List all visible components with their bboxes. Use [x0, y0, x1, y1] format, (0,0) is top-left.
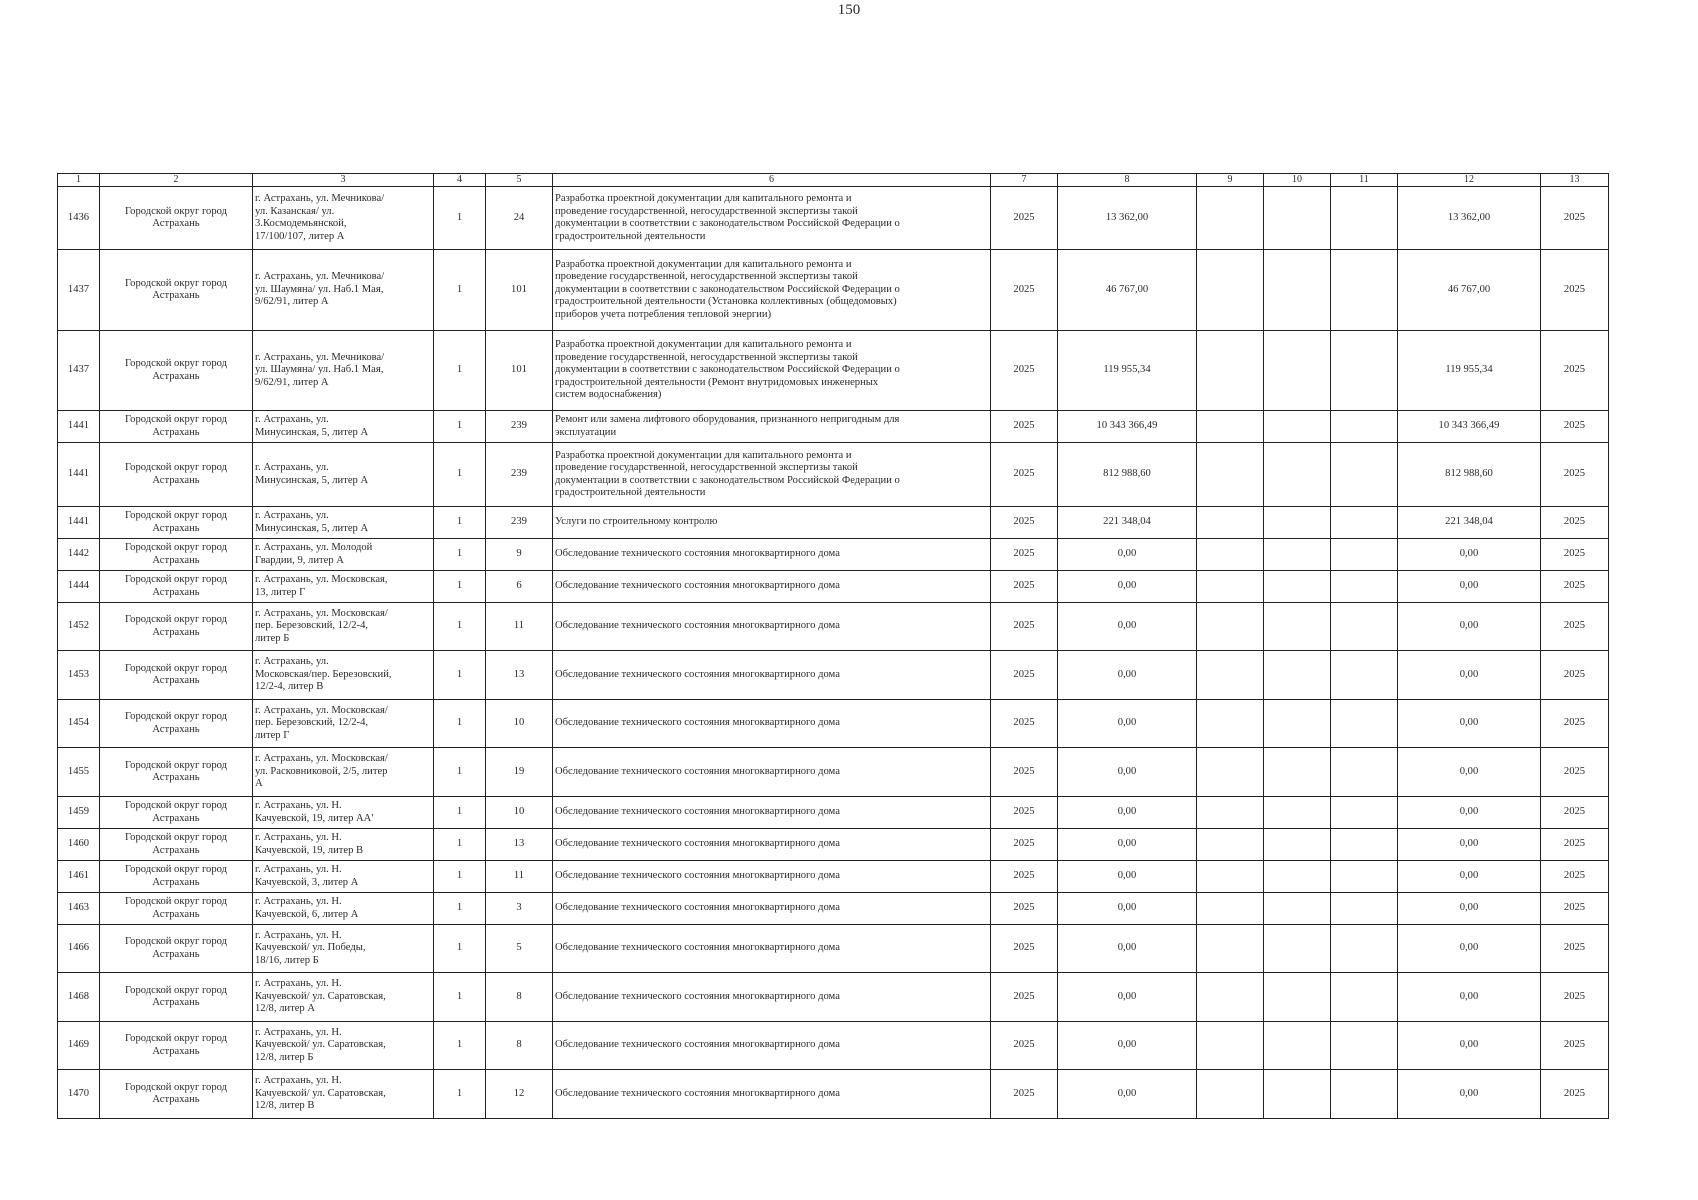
count-cell: 13 [486, 829, 553, 861]
table-row [58, 331, 1609, 411]
municipality-cell: Городской округ город Астрахань [100, 331, 253, 411]
completion-year-cell: 2025 [1541, 603, 1609, 651]
municipality-cell: Городской округ город Астрахань [100, 507, 253, 539]
total-cost-cell: 119 955,34 [1058, 331, 1197, 411]
work-type-cell: Обследование технического состояния многоквартирного дома [553, 861, 991, 893]
column-10-cell [1264, 331, 1331, 411]
count-cell: 11 [486, 603, 553, 651]
row-number-cell: 1453 [58, 651, 100, 700]
address-cell: г. Астрахань, ул. Минусинская, 5, литер А [253, 507, 434, 539]
row-number-cell: 1436 [58, 187, 100, 250]
year-cell: 2025 [991, 925, 1058, 973]
total-cost-cell: 10 343 366,49 [1058, 411, 1197, 443]
year-cell: 2025 [991, 331, 1058, 411]
column-10-cell [1264, 700, 1331, 748]
fund-cost-cell: 13 362,00 [1398, 187, 1541, 250]
count-cell: 19 [486, 748, 553, 797]
total-cost-cell: 0,00 [1058, 829, 1197, 861]
address-cell: г. Астрахань, ул. Московская, 13, литер Г [253, 571, 434, 603]
column-header: 3 [253, 174, 434, 187]
work-type-cell: Услуги по строительному контролю [553, 507, 991, 539]
quantity-cell: 1 [434, 925, 486, 973]
completion-year-cell: 2025 [1541, 700, 1609, 748]
work-type-cell: Обследование технического состояния многоквартирного дома [553, 973, 991, 1022]
year-cell: 2025 [991, 250, 1058, 331]
year-cell: 2025 [991, 1070, 1058, 1119]
table-row [58, 443, 1609, 507]
completion-year-cell: 2025 [1541, 797, 1609, 829]
row-number-cell: 1460 [58, 829, 100, 861]
fund-cost-cell: 0,00 [1398, 893, 1541, 925]
table-row [58, 893, 1609, 925]
column-9-cell [1197, 748, 1264, 797]
count-cell: 101 [486, 250, 553, 331]
address-cell: г. Астрахань, ул. Н. Качуевской, 6, литер А [253, 893, 434, 925]
total-cost-cell: 0,00 [1058, 1022, 1197, 1070]
column-10-cell [1264, 250, 1331, 331]
quantity-cell: 1 [434, 893, 486, 925]
table-row [58, 411, 1609, 443]
column-11-cell [1331, 748, 1398, 797]
quantity-cell: 1 [434, 250, 486, 331]
column-9-cell [1197, 539, 1264, 571]
total-cost-cell: 812 988,60 [1058, 443, 1197, 507]
total-cost-cell: 0,00 [1058, 1070, 1197, 1119]
quantity-cell: 1 [434, 797, 486, 829]
column-9-cell [1197, 861, 1264, 893]
count-cell: 8 [486, 973, 553, 1022]
column-10-cell [1264, 1070, 1331, 1119]
quantity-cell: 1 [434, 748, 486, 797]
column-10-cell [1264, 411, 1331, 443]
quantity-cell: 1 [434, 603, 486, 651]
fund-cost-cell: 0,00 [1398, 700, 1541, 748]
table-row [58, 973, 1609, 1022]
address-cell: г. Астрахань, ул. Н. Качуевской, 19, литер АА' [253, 797, 434, 829]
row-number-cell: 1441 [58, 411, 100, 443]
column-10-cell [1264, 973, 1331, 1022]
count-cell: 9 [486, 539, 553, 571]
column-header: 8 [1058, 174, 1197, 187]
municipality-cell: Городской округ город Астрахань [100, 973, 253, 1022]
year-cell: 2025 [991, 700, 1058, 748]
year-cell: 2025 [991, 748, 1058, 797]
total-cost-cell: 0,00 [1058, 973, 1197, 1022]
municipality-cell: Городской округ город Астрахань [100, 925, 253, 973]
column-11-cell [1331, 893, 1398, 925]
row-number-cell: 1441 [58, 443, 100, 507]
year-cell: 2025 [991, 411, 1058, 443]
column-10-cell [1264, 893, 1331, 925]
column-9-cell [1197, 250, 1264, 331]
fund-cost-cell: 46 767,00 [1398, 250, 1541, 331]
year-cell: 2025 [991, 651, 1058, 700]
column-10-cell [1264, 443, 1331, 507]
fund-cost-cell: 812 988,60 [1398, 443, 1541, 507]
total-cost-cell: 0,00 [1058, 571, 1197, 603]
address-cell: г. Астрахань, ул. Московская/ ул. Расковниковой, 2/5, литер А [253, 748, 434, 797]
total-cost-cell: 0,00 [1058, 539, 1197, 571]
address-cell: г. Астрахань, ул. Московская/ пер. Березовский, 12/2-4, литер Б [253, 603, 434, 651]
work-type-cell: Обследование технического состояния многоквартирного дома [553, 925, 991, 973]
table-body [58, 187, 1609, 1119]
completion-year-cell: 2025 [1541, 829, 1609, 861]
completion-year-cell: 2025 [1541, 893, 1609, 925]
total-cost-cell: 0,00 [1058, 651, 1197, 700]
quantity-cell: 1 [434, 539, 486, 571]
total-cost-cell: 221 348,04 [1058, 507, 1197, 539]
quantity-cell: 1 [434, 331, 486, 411]
count-cell: 5 [486, 925, 553, 973]
table-row [58, 748, 1609, 797]
work-type-cell: Обследование технического состояния многоквартирного дома [553, 700, 991, 748]
year-cell: 2025 [991, 829, 1058, 861]
column-11-cell [1331, 973, 1398, 1022]
year-cell: 2025 [991, 893, 1058, 925]
column-11-cell [1331, 571, 1398, 603]
count-cell: 6 [486, 571, 553, 603]
completion-year-cell: 2025 [1541, 1070, 1609, 1119]
work-type-cell: Обследование технического состояния многоквартирного дома [553, 829, 991, 861]
row-number-cell: 1463 [58, 893, 100, 925]
table-row [58, 507, 1609, 539]
address-cell: г. Астрахань, ул. Н. Качуевской, 19, литер В [253, 829, 434, 861]
municipality-cell: Городской округ город Астрахань [100, 1022, 253, 1070]
year-cell: 2025 [991, 861, 1058, 893]
fund-cost-cell: 0,00 [1398, 603, 1541, 651]
municipality-cell: Городской округ город Астрахань [100, 187, 253, 250]
column-11-cell [1331, 250, 1398, 331]
completion-year-cell: 2025 [1541, 539, 1609, 571]
address-cell: г. Астрахань, ул. Н. Качуевской/ ул. Саратовская, 12/8, литер Б [253, 1022, 434, 1070]
column-header: 10 [1264, 174, 1331, 187]
municipality-cell: Городской округ город Астрахань [100, 1070, 253, 1119]
municipality-cell: Городской округ город Астрахань [100, 571, 253, 603]
row-number-cell: 1441 [58, 507, 100, 539]
column-header: 5 [486, 174, 553, 187]
quantity-cell: 1 [434, 571, 486, 603]
row-number-cell: 1452 [58, 603, 100, 651]
fund-cost-cell: 0,00 [1398, 1070, 1541, 1119]
fund-cost-cell: 0,00 [1398, 1022, 1541, 1070]
table-row [58, 250, 1609, 331]
quantity-cell: 1 [434, 1070, 486, 1119]
column-9-cell [1197, 651, 1264, 700]
address-cell: г. Астрахань, ул. Мечникова/ ул. Шаумяна/ ул. Наб.1 Мая, 9/62/91, литер А [253, 331, 434, 411]
municipality-cell: Городской округ город Астрахань [100, 748, 253, 797]
column-10-cell [1264, 861, 1331, 893]
municipality-cell: Городской округ город Астрахань [100, 539, 253, 571]
address-cell: г. Астрахань, ул. Н. Качуевской/ ул. Саратовская, 12/8, литер В [253, 1070, 434, 1119]
fund-cost-cell: 0,00 [1398, 973, 1541, 1022]
table-row [58, 1022, 1609, 1070]
table-row [58, 829, 1609, 861]
fund-cost-cell: 10 343 366,49 [1398, 411, 1541, 443]
column-header: 7 [991, 174, 1058, 187]
column-header: 2 [100, 174, 253, 187]
fund-cost-cell: 0,00 [1398, 748, 1541, 797]
address-cell: г. Астрахань, ул. Московская/пер. Березовский, 12/2-4, литер В [253, 651, 434, 700]
municipality-cell: Городской округ город Астрахань [100, 603, 253, 651]
column-10-cell [1264, 187, 1331, 250]
address-cell: г. Астрахань, ул. Молодой Гвардии, 9, литер А [253, 539, 434, 571]
column-11-cell [1331, 1022, 1398, 1070]
year-cell: 2025 [991, 443, 1058, 507]
work-type-cell: Разработка проектной документации для капитального ремонта и проведение государственной, негосударственной экспертизы такой документации в соответствии с законодательством Российской Федерации о градостроительной деятельности (Установка коллективных (общедомовых) приборов учета потребления тепловой энергии) [553, 250, 991, 331]
table-row [58, 571, 1609, 603]
total-cost-cell: 0,00 [1058, 861, 1197, 893]
row-number-cell: 1442 [58, 539, 100, 571]
quantity-cell: 1 [434, 187, 486, 250]
column-11-cell [1331, 925, 1398, 973]
column-9-cell [1197, 331, 1264, 411]
column-11-cell [1331, 797, 1398, 829]
count-cell: 101 [486, 331, 553, 411]
address-cell: г. Астрахань, ул. Московская/ пер. Березовский, 12/2-4, литер Г [253, 700, 434, 748]
fund-cost-cell: 0,00 [1398, 797, 1541, 829]
completion-year-cell: 2025 [1541, 925, 1609, 973]
column-10-cell [1264, 925, 1331, 973]
work-type-cell: Обследование технического состояния многоквартирного дома [553, 539, 991, 571]
quantity-cell: 1 [434, 973, 486, 1022]
table-row [58, 539, 1609, 571]
year-cell: 2025 [991, 603, 1058, 651]
fund-cost-cell: 0,00 [1398, 539, 1541, 571]
year-cell: 2025 [991, 539, 1058, 571]
column-11-cell [1331, 700, 1398, 748]
count-cell: 10 [486, 797, 553, 829]
column-10-cell [1264, 797, 1331, 829]
address-cell: г. Астрахань, ул. Минусинская, 5, литер А [253, 443, 434, 507]
row-number-cell: 1461 [58, 861, 100, 893]
column-10-cell [1264, 1022, 1331, 1070]
total-cost-cell: 0,00 [1058, 603, 1197, 651]
fund-cost-cell: 0,00 [1398, 861, 1541, 893]
row-number-cell: 1470 [58, 1070, 100, 1119]
fund-cost-cell: 0,00 [1398, 925, 1541, 973]
table-row [58, 861, 1609, 893]
municipality-cell: Городской округ город Астрахань [100, 443, 253, 507]
column-11-cell [1331, 507, 1398, 539]
row-number-cell: 1459 [58, 797, 100, 829]
municipality-cell: Городской округ город Астрахань [100, 250, 253, 331]
row-number-cell: 1437 [58, 331, 100, 411]
count-cell: 11 [486, 861, 553, 893]
table-row [58, 651, 1609, 700]
column-9-cell [1197, 571, 1264, 603]
table-row [58, 797, 1609, 829]
quantity-cell: 1 [434, 411, 486, 443]
row-number-cell: 1469 [58, 1022, 100, 1070]
column-11-cell [1331, 603, 1398, 651]
column-header: 12 [1398, 174, 1541, 187]
address-cell: г. Астрахань, ул. Н. Качуевской/ ул. Саратовская, 12/8, литер А [253, 973, 434, 1022]
column-11-cell [1331, 331, 1398, 411]
completion-year-cell: 2025 [1541, 1022, 1609, 1070]
count-cell: 239 [486, 411, 553, 443]
quantity-cell: 1 [434, 651, 486, 700]
municipality-cell: Городской округ город Астрахань [100, 651, 253, 700]
quantity-cell: 1 [434, 861, 486, 893]
column-header: 13 [1541, 174, 1609, 187]
work-type-cell: Обследование технического состояния многоквартирного дома [553, 571, 991, 603]
column-header: 1 [58, 174, 100, 187]
count-cell: 12 [486, 1070, 553, 1119]
address-cell: г. Астрахань, ул. Мечникова/ ул. Шаумяна/ ул. Наб.1 Мая, 9/62/91, литер А [253, 250, 434, 331]
column-9-cell [1197, 411, 1264, 443]
capital-repair-table [57, 173, 1609, 1119]
year-cell: 2025 [991, 187, 1058, 250]
completion-year-cell: 2025 [1541, 250, 1609, 331]
column-9-cell [1197, 925, 1264, 973]
count-cell: 24 [486, 187, 553, 250]
work-type-cell: Обследование технического состояния многоквартирного дома [553, 797, 991, 829]
column-header: 11 [1331, 174, 1398, 187]
column-10-cell [1264, 829, 1331, 861]
column-9-cell [1197, 1070, 1264, 1119]
fund-cost-cell: 119 955,34 [1398, 331, 1541, 411]
column-9-cell [1197, 507, 1264, 539]
column-11-cell [1331, 539, 1398, 571]
year-cell: 2025 [991, 507, 1058, 539]
count-cell: 239 [486, 507, 553, 539]
count-cell: 8 [486, 1022, 553, 1070]
count-cell: 10 [486, 700, 553, 748]
column-10-cell [1264, 651, 1331, 700]
total-cost-cell: 0,00 [1058, 925, 1197, 973]
municipality-cell: Городской округ город Астрахань [100, 861, 253, 893]
work-type-cell: Обследование технического состояния многоквартирного дома [553, 651, 991, 700]
column-10-cell [1264, 603, 1331, 651]
column-11-cell [1331, 861, 1398, 893]
row-number-cell: 1437 [58, 250, 100, 331]
completion-year-cell: 2025 [1541, 651, 1609, 700]
column-9-cell [1197, 187, 1264, 250]
column-9-cell [1197, 973, 1264, 1022]
column-10-cell [1264, 539, 1331, 571]
table-row [58, 603, 1609, 651]
year-cell: 2025 [991, 1022, 1058, 1070]
work-type-cell: Обследование технического состояния многоквартирного дома [553, 893, 991, 925]
table-row [58, 925, 1609, 973]
total-cost-cell: 0,00 [1058, 893, 1197, 925]
column-10-cell [1264, 748, 1331, 797]
address-cell: г. Астрахань, ул. Н. Качуевской/ ул. Победы, 18/16, литер Б [253, 925, 434, 973]
year-cell: 2025 [991, 571, 1058, 603]
year-cell: 2025 [991, 973, 1058, 1022]
column-number-row [58, 174, 1609, 187]
fund-cost-cell: 0,00 [1398, 651, 1541, 700]
column-11-cell [1331, 411, 1398, 443]
work-type-cell: Разработка проектной документации для капитального ремонта и проведение государственной, негосударственной экспертизы такой документации в соответствии с законодательством Российской Федерации о градостроительной деятельности [553, 187, 991, 250]
address-cell: г. Астрахань, ул. Мечникова/ ул. Казанская/ ул. 3.Космодемьянской, 17/100/107, литер А [253, 187, 434, 250]
completion-year-cell: 2025 [1541, 748, 1609, 797]
quantity-cell: 1 [434, 1022, 486, 1070]
count-cell: 13 [486, 651, 553, 700]
total-cost-cell: 0,00 [1058, 797, 1197, 829]
quantity-cell: 1 [434, 507, 486, 539]
column-9-cell [1197, 893, 1264, 925]
completion-year-cell: 2025 [1541, 411, 1609, 443]
row-number-cell: 1454 [58, 700, 100, 748]
table-row [58, 1070, 1609, 1119]
column-9-cell [1197, 603, 1264, 651]
column-11-cell [1331, 187, 1398, 250]
row-number-cell: 1444 [58, 571, 100, 603]
total-cost-cell: 46 767,00 [1058, 250, 1197, 331]
municipality-cell: Городской округ город Астрахань [100, 411, 253, 443]
work-type-cell: Разработка проектной документации для капитального ремонта и проведение государственной, негосударственной экспертизы такой документации в соответствии с законодательством Российской Федерации о градостроительной деятельности [553, 443, 991, 507]
page-number: 150 [837, 2, 861, 18]
completion-year-cell: 2025 [1541, 507, 1609, 539]
work-type-cell: Обследование технического состояния многоквартирного дома [553, 1070, 991, 1119]
fund-cost-cell: 0,00 [1398, 571, 1541, 603]
column-9-cell [1197, 700, 1264, 748]
column-11-cell [1331, 651, 1398, 700]
work-type-cell: Обследование технического состояния многоквартирного дома [553, 1022, 991, 1070]
column-9-cell [1197, 1022, 1264, 1070]
column-10-cell [1264, 571, 1331, 603]
address-cell: г. Астрахань, ул. Минусинская, 5, литер А [253, 411, 434, 443]
count-cell: 239 [486, 443, 553, 507]
total-cost-cell: 0,00 [1058, 700, 1197, 748]
column-9-cell [1197, 829, 1264, 861]
fund-cost-cell: 221 348,04 [1398, 507, 1541, 539]
completion-year-cell: 2025 [1541, 187, 1609, 250]
completion-year-cell: 2025 [1541, 331, 1609, 411]
table-row [58, 187, 1609, 250]
completion-year-cell: 2025 [1541, 443, 1609, 507]
column-9-cell [1197, 443, 1264, 507]
year-cell: 2025 [991, 797, 1058, 829]
work-type-cell: Обследование технического состояния многоквартирного дома [553, 748, 991, 797]
total-cost-cell: 0,00 [1058, 748, 1197, 797]
municipality-cell: Городской округ город Астрахань [100, 893, 253, 925]
column-9-cell [1197, 797, 1264, 829]
work-type-cell: Ремонт или замена лифтового оборудования, признанного непригодным для эксплуатации [553, 411, 991, 443]
column-11-cell [1331, 1070, 1398, 1119]
row-number-cell: 1455 [58, 748, 100, 797]
row-number-cell: 1468 [58, 973, 100, 1022]
column-11-cell [1331, 443, 1398, 507]
completion-year-cell: 2025 [1541, 861, 1609, 893]
municipality-cell: Городской округ город Астрахань [100, 700, 253, 748]
count-cell: 3 [486, 893, 553, 925]
table-row [58, 700, 1609, 748]
total-cost-cell: 13 362,00 [1058, 187, 1197, 250]
completion-year-cell: 2025 [1541, 571, 1609, 603]
column-11-cell [1331, 829, 1398, 861]
column-header: 6 [553, 174, 991, 187]
municipality-cell: Городской округ город Астрахань [100, 797, 253, 829]
fund-cost-cell: 0,00 [1398, 829, 1541, 861]
address-cell: г. Астрахань, ул. Н. Качуевской, 3, литер А [253, 861, 434, 893]
quantity-cell: 1 [434, 700, 486, 748]
completion-year-cell: 2025 [1541, 973, 1609, 1022]
quantity-cell: 1 [434, 829, 486, 861]
column-10-cell [1264, 507, 1331, 539]
work-type-cell: Разработка проектной документации для капитального ремонта и проведение государственной, негосударственной экспертизы такой документации в соответствии с законодательством Российской Федерации о градостроительной деятельности (Ремонт внутридомовых инженерных систем водоснабжения) [553, 331, 991, 411]
row-number-cell: 1466 [58, 925, 100, 973]
work-type-cell: Обследование технического состояния многоквартирного дома [553, 603, 991, 651]
column-header: 9 [1197, 174, 1264, 187]
quantity-cell: 1 [434, 443, 486, 507]
column-header: 4 [434, 174, 486, 187]
municipality-cell: Городской округ город Астрахань [100, 829, 253, 861]
